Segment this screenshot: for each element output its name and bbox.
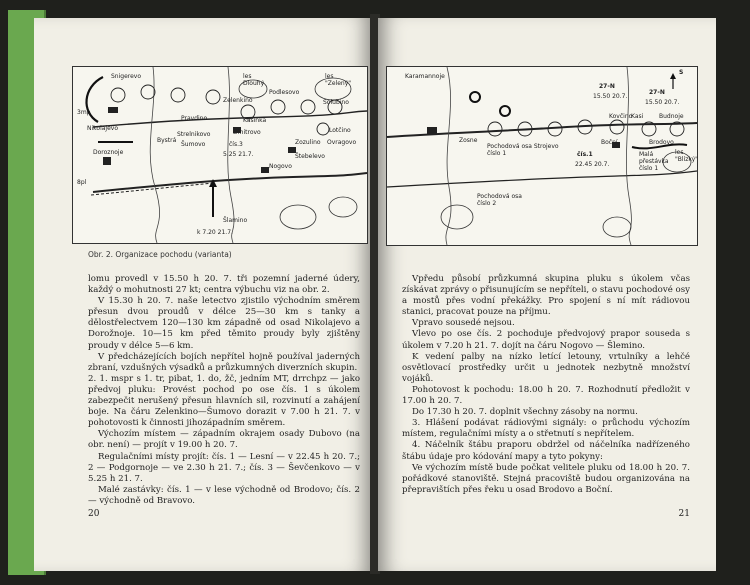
map-label-pravdino: Pravdino xyxy=(181,115,208,122)
map-label-arrow-time: k 7.20 21.7. xyxy=(197,229,233,236)
map-label-solubino: Solubino xyxy=(323,99,349,106)
left-paragraph: lomu provedl v 15.50 h 20. 7. tři pozemní jaderné údery, každý o mohutnosti 27 kt; centra výbuchu viz na obr. 2. xyxy=(88,274,360,296)
map-label-les-zeleny: les "Zelený" xyxy=(325,73,352,87)
north-arrow-label: S xyxy=(679,69,684,76)
map-label-zelenkino: Zelenkino xyxy=(223,97,253,104)
right-body-text xyxy=(402,274,690,496)
map-label-podlesovo: Podlesovo xyxy=(269,89,300,96)
left-paragraph: Regulačními místy projít: čís. 1 — Lesní — v 22.45 h 20. 7.; 2 — Podgornoje — ve 2.30 h 21. 7.; čís. 3 — Ševčenkovo — v 5.25 h 21. 7. xyxy=(88,451,360,484)
map-label-cis3-time: 5.25 21.7. xyxy=(223,151,254,158)
map-label-brodovo: Brodovo xyxy=(649,139,674,146)
left-paragraph: V 15.30 h 20. 7. naše letectvo zjistilo východním směrem přesun dvou proudů v délce 25—30 km s tanky a dělostřelectvem 120—130 km západně od osad Nikolajevo a Dorožnoje. 10—15 km před těmito proudy byly zjištěny proudy v délce 5—6 km. xyxy=(88,296,360,351)
left-paragraph: Výchozím místem — západním okrajem osady Dubovo (na obr. není) — projít v 19.00 h 20. 7. xyxy=(88,429,360,451)
map-label-zozulino: Zozulino xyxy=(295,139,321,146)
map-label-27n-b: 27-N xyxy=(649,89,665,96)
left-march-map xyxy=(72,66,368,244)
figure-caption: Obr. 2. Organizace pochodu (varianta) xyxy=(88,250,232,259)
map-label-lotcino: Lotčino xyxy=(329,127,351,134)
right-paragraph: Ve výchozím místě bude počkat velitele pluku od 18.00 h 20. 7. pořádkové stanoviště. Stejná pracoviště budou organizována na přepravištích přes řeku u osad Brodovo a Boční. xyxy=(402,462,690,495)
map-label-bystra: Bystrá xyxy=(157,137,177,144)
map-label-les-blizky: les "Blízký" xyxy=(675,149,698,163)
left-paragraph: 2. 1. mspr s 1. tr, pibat, 1. do, žč, jedním MT, drrchpz — jako předvoj pluku: Provést pochod po ose čís. 1 s úkolem zabezpečit nerušený přesun hlavních sil, rozvinutí a zahájení boje. Na čáru Zelenkino—Šumovo dorazit v 7.00 h 21. 7. v pohotovosti k činnosti jihozápadním směrem. xyxy=(88,373,360,429)
map-label-3mp: 3mp xyxy=(77,109,91,116)
map-label-karamannoe: Karamannoje xyxy=(405,73,445,80)
map-label-kasinka: Kasinka xyxy=(243,117,267,124)
map-label-mala-prestavka: Malá přestávka číslo 1 xyxy=(639,151,669,172)
map-label-stebelevo: Štebelevo xyxy=(295,153,325,160)
map-label-27n-a: 27-N xyxy=(599,83,615,90)
left-paragraph: V předcházejících bojích nepřítel hojně používal jaderných zbraní, vzdušných výsadků a průzkumných diverzních skupin. xyxy=(88,351,360,373)
map-label-dmitrovo: Dmitrovo xyxy=(233,129,261,136)
right-paragraph: Do 17.30 h 20. 7. doplnit všechny zásoby na normu. xyxy=(412,407,638,418)
map-label-zosne: Zosne xyxy=(459,137,478,144)
map-label-sumovo: Šumovo xyxy=(181,141,206,148)
map-label-pochodova-osa-2: Pochodová osa číslo 2 xyxy=(477,193,522,207)
map-label-kasi: Kasi xyxy=(631,113,644,120)
right-paragraph: Vlevo po ose čís. 2 pochoduje předvojový prapor souseda s úkolem v 7.20 h 21. 7. dojít na čáru Nogovo — Šlemino. xyxy=(402,329,690,351)
page-number-right: 21 xyxy=(678,509,690,519)
page-number-left: 20 xyxy=(88,509,100,519)
map-label-strelnikovo: Strelnikovo xyxy=(177,131,211,138)
right-paragraph: Vpředu působí průzkumná skupina pluku s úkolem včas získávat zprávy o přisunujícím se nepříteli, o stavu pochodové osy a mostů přes vodní překážky. Pro spojení s ní mít rádiovou stanici, pracovat pouze na příjmu. xyxy=(402,274,690,318)
map-label-nogovo: Nogovo xyxy=(269,163,292,170)
left-page xyxy=(34,18,372,571)
right-paragraph: 4. Náčelník štábu praporu obdržel od náčelníka nadřízeného štábu údaje pro kódování mapy a tyto pokyny: xyxy=(402,440,690,462)
left-body-text xyxy=(88,274,360,507)
right-paragraph: Vpravo sousedé nejsou. xyxy=(412,318,515,329)
map-label-time-a: 15.50 20.7. xyxy=(593,93,628,100)
map-label-bocni: Boční xyxy=(601,139,618,146)
map-label-les-dlouhy: les Dlouhý xyxy=(243,73,265,87)
map-label-dorozhnoje: Doroznoje xyxy=(93,149,124,156)
map-label-kovcino: Kovčino xyxy=(609,113,633,120)
map-label-pochodova-osa-1: Pochodová osa Strojevo číslo 1 xyxy=(487,143,559,157)
map-label-snigerevo: Snigerevo xyxy=(111,73,142,80)
map-label-budnoje: Budnoje xyxy=(659,113,684,120)
right-paragraph: K vedení palby na nízko letící letouny, vrtulníky a lehčé osvětlovací prostředky určit u jednotek nezbytně množství vojáků. xyxy=(402,351,690,384)
map-label-cis1: čís.1 xyxy=(577,151,593,158)
left-paragraph: Malé zastávky: čís. 1 — v lese východně od Brodovo; čís. 2 — východně od Bravovo. xyxy=(88,484,360,506)
map-label-time-b: 15.50 20.7. xyxy=(645,99,680,106)
map-label-8pl: 8pl xyxy=(77,179,87,186)
map-label-cis3: čís.3 xyxy=(229,141,243,148)
right-march-map xyxy=(386,66,698,246)
map-label-cis1-time: 22.45 20.7. xyxy=(575,161,610,168)
map-label-slamino: Šlamino xyxy=(223,217,248,224)
right-paragraph: 3. Hlášení podávat rádiovými signály: o průchodu výchozím místem, regulačními místy a o střetnutí s nepřítelem. xyxy=(402,418,690,440)
map-label-ovragovo: Ovragovo xyxy=(327,139,357,146)
map-label-nikolajevo: Nikolajevo xyxy=(87,125,119,132)
right-paragraph: Pohotovost k pochodu: 18.00 h 20. 7. Rozhodnutí předložit v 17.00 h 20. 7. xyxy=(402,384,690,407)
right-page xyxy=(378,18,716,571)
